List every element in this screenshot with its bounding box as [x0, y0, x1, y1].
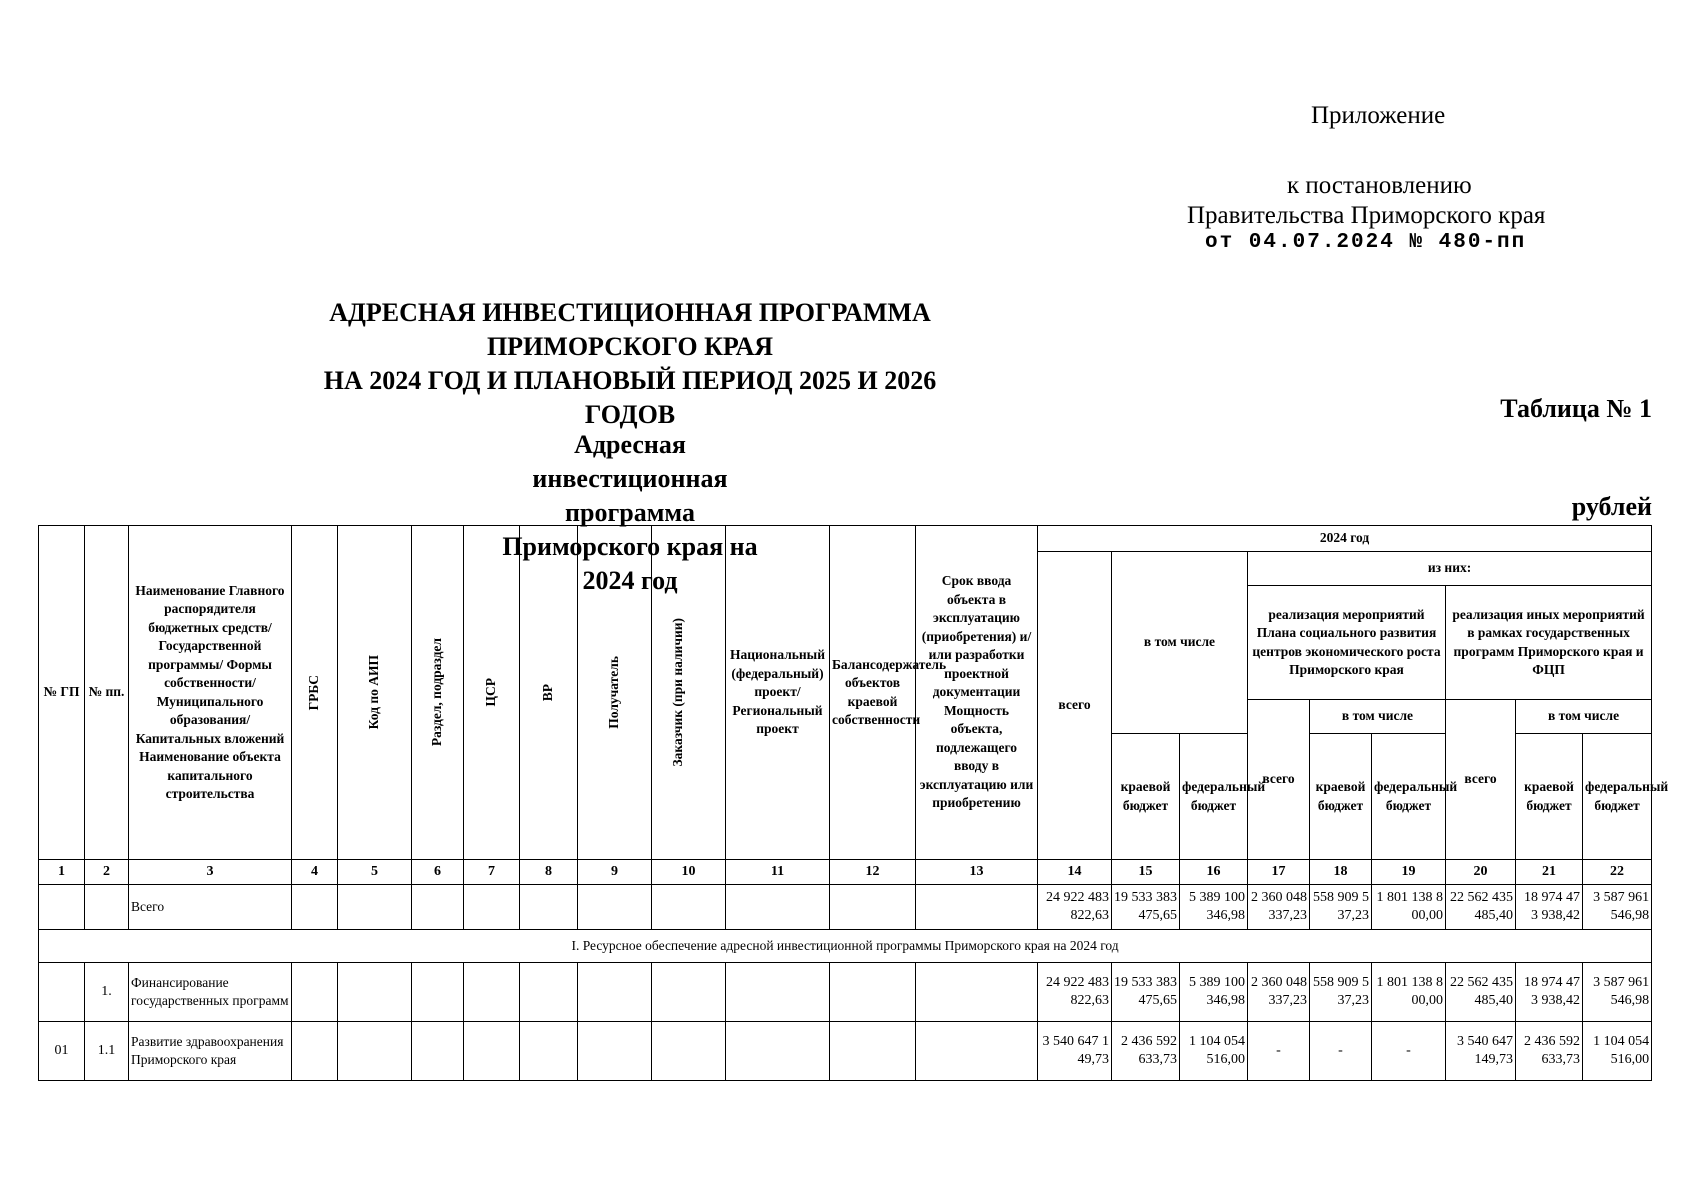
row-value-dash: - [1372, 1022, 1446, 1081]
row-value: 1 104 054 516,00 [1180, 1022, 1248, 1081]
column-number: 16 [1180, 860, 1248, 885]
header-year: 2024 год [1038, 526, 1652, 552]
column-number: 1 [39, 860, 85, 885]
cell-empty [520, 1022, 578, 1081]
table-row-section [39, 930, 1652, 963]
cell-empty [292, 885, 338, 930]
cell-empty [652, 885, 726, 930]
subheading-line-2: Приморского края на 2024 год [502, 532, 758, 595]
column-number: 21 [1516, 860, 1583, 885]
column-number-row [39, 860, 1652, 885]
cell-empty [412, 885, 464, 930]
column-number: 4 [292, 860, 338, 885]
row-name: Развитие здравоохранения Приморского края [129, 1022, 292, 1081]
header-regional-budget: краевой бюджет [1112, 734, 1180, 860]
column-number: 3 [129, 860, 292, 885]
column-number: 5 [338, 860, 412, 885]
heading-line-2: ПРИМОРСКОГО КРАЯ [486, 332, 774, 361]
subheading-line-1: Адресная инвестиционная программа [532, 430, 728, 527]
table-row [39, 1022, 1652, 1081]
cell-empty [578, 885, 652, 930]
row-value: 18 974 473 938,42 [1516, 963, 1583, 1022]
appendix-line-1: к постановлению [1287, 172, 1472, 199]
cell-empty [916, 1022, 1038, 1081]
header-section [412, 526, 464, 860]
row-name: Финансирование государственных программ [129, 963, 292, 1022]
total-value: 19 533 383 475,65 [1112, 885, 1180, 930]
header-recipient-text: Получатель [606, 656, 622, 729]
column-number: 7 [464, 860, 520, 885]
header-section-text: Раздел, подраздел [429, 638, 445, 747]
row-value-dash: - [1310, 1022, 1372, 1081]
section-title: I. Ресурсное обеспечение адресной инвестиционной программы Приморского края на 2024 год [39, 930, 1652, 963]
cell-empty [292, 963, 338, 1022]
cell-empty [830, 963, 916, 1022]
row-value: 2 436 592 633,73 [1112, 1022, 1180, 1081]
cell-empty [85, 885, 129, 930]
cell-empty [520, 885, 578, 930]
row-value: 24 922 483 822,63 [1038, 963, 1112, 1022]
row-value: 22 562 435 485,40 [1446, 963, 1516, 1022]
cell-empty [652, 1022, 726, 1081]
cell-empty [578, 1022, 652, 1081]
appendix-title: Приложение [1311, 102, 1446, 129]
header-other-regional: краевой бюджет [1516, 734, 1583, 860]
heading-line-1: АДРЕСНАЯ ИНВЕСТИЦИОННАЯ ПРОГРАММА [329, 298, 931, 327]
column-number: 6 [412, 860, 464, 885]
column-number: 2 [85, 860, 129, 885]
total-value: 1 801 138 800,00 [1372, 885, 1446, 930]
row-value: 1 104 054 516,00 [1583, 1022, 1652, 1081]
header-recipient [578, 526, 652, 860]
heading-line-3: НА 2024 ГОД И ПЛАНОВЫЙ ПЕРИОД 2025 И 2026 ГОДОВ [323, 366, 937, 429]
cell-empty [412, 1022, 464, 1081]
table-row [39, 963, 1652, 1022]
column-number: 9 [578, 860, 652, 885]
table-row-total [39, 885, 1652, 930]
appendix-decree-number: от 04.07.2024 № 480-пп [1205, 231, 1527, 254]
appendix-line-2: Правительства Приморского края [1187, 202, 1546, 229]
cell-empty [292, 1022, 338, 1081]
header-grbs [292, 526, 338, 860]
total-value: 24 922 483 822,63 [1038, 885, 1112, 930]
pp-number: 1.1 [85, 1022, 129, 1081]
total-value: 5 389 100 346,98 [1180, 885, 1248, 930]
header-plan-group: реализация мероприятий Плана социального развития центров экономического роста Приморского края [1248, 586, 1446, 700]
units-label: рублей [1571, 492, 1652, 521]
cell-empty [338, 1022, 412, 1081]
total-value: 558 909 537,23 [1310, 885, 1372, 930]
document-heading [300, 296, 960, 432]
column-number: 18 [1310, 860, 1372, 885]
column-number: 10 [652, 860, 726, 885]
row-value: 19 533 383 475,65 [1112, 963, 1180, 1022]
header-balance-holder: Балансодержатель объектов краевой собственности [830, 526, 916, 860]
header-csr [464, 526, 520, 860]
header-total: всего [1038, 552, 1112, 860]
cell-empty [916, 885, 1038, 930]
cell-empty [520, 963, 578, 1022]
total-value: 3 587 961 546,98 [1583, 885, 1652, 930]
row-value: 2 436 592 633,73 [1516, 1022, 1583, 1081]
cell-empty [726, 963, 830, 1022]
cell-empty [464, 885, 520, 930]
gp-number: 01 [39, 1022, 85, 1081]
header-commissioning: Срок ввода объекта в эксплуатацию (приобретения) и/или разработки проектной документации Мощность объекта, подлежащего вводу в эксплуатацию или приобретению [916, 526, 1038, 860]
header-grbs-text: ГРБС [306, 674, 322, 711]
header-customer-text: Заказчик (при наличии) [669, 618, 685, 767]
row-value: 3 540 647 149,73 [1446, 1022, 1516, 1081]
gp-number [39, 963, 85, 1022]
cell-empty [830, 1022, 916, 1081]
header-plan-total: всего [1248, 700, 1310, 860]
investment-program-table [38, 525, 1669, 1081]
cell-empty [338, 963, 412, 1022]
header-of-which: из них: [1248, 552, 1652, 586]
header-vr [520, 526, 578, 860]
row-value: 2 360 048 337,23 [1248, 963, 1310, 1022]
column-number: 17 [1248, 860, 1310, 885]
total-value: 22 562 435 485,40 [1446, 885, 1516, 930]
header-name: Наименование Главного распорядителя бюджетных средств/Государственной программы/ Формы собственности/Муниципального образования/Капитальных вложений Наименование объекта капитального строительства [129, 526, 292, 860]
column-number: 22 [1583, 860, 1652, 885]
total-value: 2 360 048 337,23 [1248, 885, 1310, 930]
header-plan-regional: краевой бюджет [1310, 734, 1372, 860]
column-number: 8 [520, 860, 578, 885]
cell-empty [338, 885, 412, 930]
row-value: 558 909 537,23 [1310, 963, 1372, 1022]
header-aip-code-text: Код по АИП [366, 655, 382, 730]
header-customer [652, 526, 726, 860]
table-number: Таблица № 1 [1500, 394, 1652, 423]
row-value: 3 540 647 149,73 [1038, 1022, 1112, 1081]
total-value: 18 974 473 938,42 [1516, 885, 1583, 930]
column-number: 19 [1372, 860, 1446, 885]
header-gp-number: № ГП [39, 526, 85, 860]
cell-empty [652, 963, 726, 1022]
header-vr-text: ВР [540, 683, 556, 702]
column-number: 11 [726, 860, 830, 885]
column-number: 20 [1446, 860, 1516, 885]
header-plan-federal: федеральный бюджет [1372, 734, 1446, 860]
row-value: 5 389 100 346,98 [1180, 963, 1248, 1022]
cell-empty [464, 1022, 520, 1081]
header-other-group: реализация иных мероприятий в рамках государственных программ Приморского края и ФЦП [1446, 586, 1652, 700]
header-other-federal: федеральный бюджет [1583, 734, 1652, 860]
cell-empty [578, 963, 652, 1022]
total-label: Всего [129, 885, 292, 930]
header-other-including: в том числе [1516, 700, 1652, 734]
cell-empty [726, 885, 830, 930]
column-number: 12 [830, 860, 916, 885]
cell-empty [916, 963, 1038, 1022]
header-csr-text: ЦСР [483, 678, 499, 707]
header-other-total: всего [1446, 700, 1516, 860]
header-federal-budget: федеральный бюджет [1180, 734, 1248, 860]
cell-empty [464, 963, 520, 1022]
cell-empty [830, 885, 916, 930]
row-value: 1 801 138 800,00 [1372, 963, 1446, 1022]
cell-empty [412, 963, 464, 1022]
header-pp-number: № пп. [85, 526, 129, 860]
cell-empty [39, 885, 85, 930]
cell-empty [726, 1022, 830, 1081]
header-national-project: Национальный (федеральный) проект/ Региональный проект [726, 526, 830, 860]
header-aip-code [338, 526, 412, 860]
row-value: 3 587 961 546,98 [1583, 963, 1652, 1022]
column-number: 13 [916, 860, 1038, 885]
pp-number: 1. [85, 963, 129, 1022]
header-plan-including: в том числе [1310, 700, 1446, 734]
column-number: 15 [1112, 860, 1180, 885]
row-value-dash: - [1248, 1022, 1310, 1081]
header-including: в том числе [1112, 552, 1248, 734]
column-number: 14 [1038, 860, 1112, 885]
